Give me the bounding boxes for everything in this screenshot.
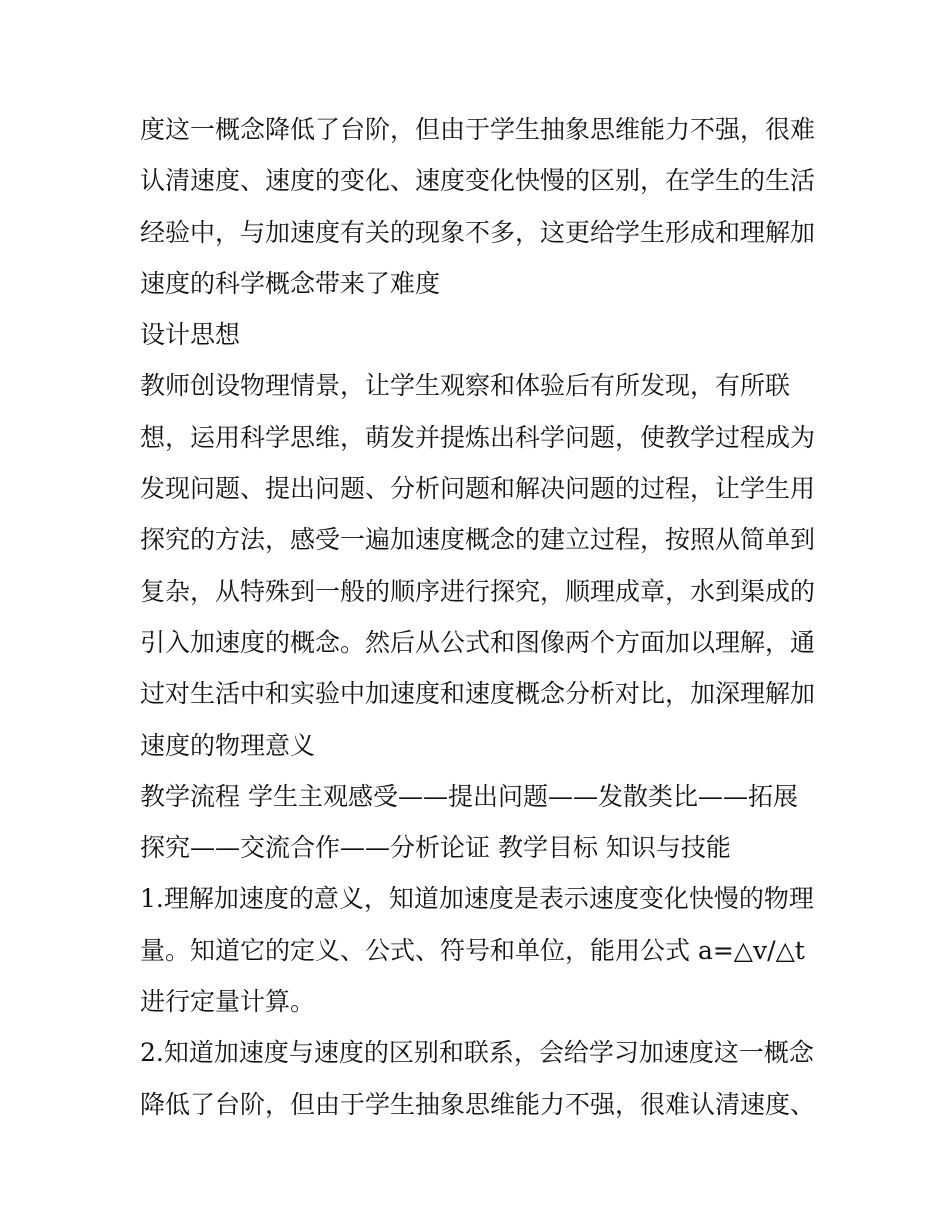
list-item-line: 2.知道加速度与速度的区别和联系，会给学习加速度这一概念: [140, 1038, 814, 1068]
text-line: 速度的科学概念带来了难度: [140, 268, 441, 298]
text-line: 引入加速度的概念。然后从公式和图像两个方面加以理解，通: [140, 627, 816, 657]
text-line: 认清速度、速度的变化、速度变化快慢的区别，在学生的生活: [140, 166, 816, 196]
text-line: 想，运用科学思维，萌发并提炼出科学问题，使教学过程成为: [140, 422, 816, 452]
text-line: 教师创设物理情景，让学生观察和体验后有所发现，有所联: [140, 371, 791, 401]
text-line: 教学流程 学生主观感受——提出问题——发散类比——拓展: [140, 781, 798, 811]
text-line: 发现问题、提出问题、分析问题和解决问题的过程，让学生用: [140, 474, 816, 504]
text-line: 探究——交流合作——分析论证 教学目标 知识与技能: [140, 833, 731, 863]
list-item-line: 进行定量计算。: [140, 987, 316, 1017]
text-line: 复杂，从特殊到一般的顺序进行探究，顺理成章，水到渠成的: [140, 576, 816, 606]
text-line: 经验中，与加速度有关的现象不多，这更给学生形成和理解加: [140, 217, 816, 247]
section-heading: 设计思想: [140, 320, 241, 350]
text-line: 探究的方法，感受一遍加速度概念的建立过程，按照从简单到: [140, 525, 816, 555]
text-line: 速度的物理意义: [140, 730, 316, 760]
list-item-line: 降低了台阶，但由于学生抽象思维能力不强，很难认清速度、: [140, 1089, 816, 1119]
document-body: [140, 108, 820, 1134]
list-item-line: 量。知道它的定义、公式、符号和单位，能用公式 a=△v/△t: [140, 935, 805, 965]
text-line: 度这一概念降低了台阶，但由于学生抽象思维能力不强，很难: [140, 115, 816, 144]
text-line: 过对生活中和实验中加速度和速度概念分析对比，加深理解加: [140, 679, 816, 709]
list-item-line: 1.理解加速度的意义，知道加速度是表示速度变化快慢的物理: [140, 884, 814, 914]
